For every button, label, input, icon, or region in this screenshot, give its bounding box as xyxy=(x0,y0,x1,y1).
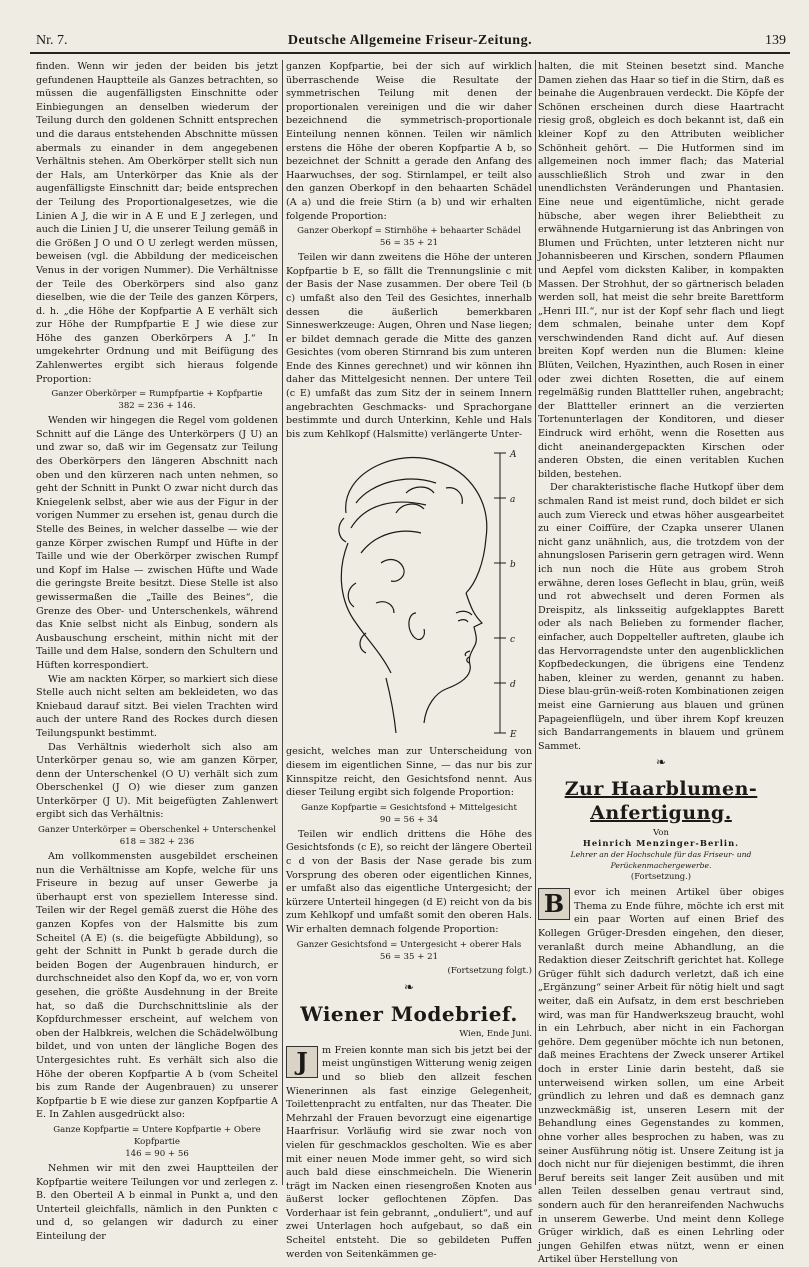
figure-label-a: a xyxy=(510,495,516,506)
proportion-formula: Ganzer Oberkörper = Rumpfpartie + Kopfpartie 382 = 236 + 146. xyxy=(51,389,263,412)
proportion-formula: Ganzer Oberkopf = Stirnhöhe + behaarter Schädel 56 = 35 + 21 xyxy=(297,226,521,249)
paragraph: Der charakteristische flache Hutkopf über dem schmalen Rand ist meist rund, doch bildet er sich auch zum Viereck und etwas höher ausgearbeitet zu einer Coiffüre, der Czapka unserer Ulanen nicht ganz unähnlich, aus, die trotzdem von der ahnungslosen Pariserin gern getragen wird. Wenn ich nun noch die Hüte aus grobem Stroh erwähne, deren loses Geflecht in blau, grün, weiß und rot abwechselt und deren Formen als Dreispitz, als linksseitig aufgeklapptes Barett oder als nach Belieben zu formender flacher, einfacher, auch Doppelteller auftreten, glaube ich das Hervorragendste unter den augenblicklichen Kopfbedeckungen, die übrigens eine Tendenz haben, kleiner zu werden, genannt zu haben. Diese blau-grün-weiß-roten Kombinationen zeigen meist eine Garnierung aus blauen und grünen Papageienflügeln, und über ihrem Kopf kreuzen sich Bandarrangements in blauem und grünem Sammet. xyxy=(538,482,784,752)
column-2 xyxy=(286,60,532,1260)
paragraph: halten, die mit Steinen besetzt sind. Manche Damen ziehen das Haar so tief in die Stirn, daß es beinahe die Augenbrauen verdeckt. Die Köpfe der Schönen erscheinen durch diese Haartracht riesig groß, obgleich es doch bekannt ist, daß ein kleiner Kopf zu den Attributen weiblicher Schönheit gehört. — Die Hutformen sind im allgemeinen noch immer flach; das Material ausschließlich Stroh und zwar in den unendlichsten Veränderungen und Phantasien. Eine neue und eigentümliche, nicht gerade hübsche, aber wegen ihrer Beliebtheit zu erwähnende Hutgarnierung ist das Anbringen von Blumen und Früchten, unter letzteren nicht nur Johannisbeeren und Kirschen, sondern Pflaumen und Aepfel vom dicksten Kaliber, in kompakten Massen. Der Strohhut, der so gärtnerisch beladen werden soll, hat meist die sehr breite Barettform „Henri III.“, nur ist der Kopf sehr flach und liegt dem schmalen, beinahe unter dem Kopf verschwindenden Rand dicht auf. Auf diesen breiten Kopf werden nun die Blumen: kleine Blüten, Veilchen, Hyazinthen, auch Rosen in einer oder zwei dichten Rosetten, die auf einem regelmäßig runden Blattteller ruhen, angebracht; der Blattteller erinnert an die verzierten Tortenunterlagen der Konditoren, und dieser Eindruck wird erhöht, wenn die Rosetten aus dicht aneinandergepackten Kirschen oder anderen Obsten, die einen veritablen Kuchen bilden, bestehen. xyxy=(538,61,784,480)
dateline: Wien, Ende Juni. xyxy=(459,1029,532,1040)
paragraph: B evor ich meinen Artikel über obiges Thema zu Ende führe, möchte ich erst mit ein paar Worten auf einen Brief des Kollegen Grüger-Dresden eingehen, den dieser, veranlaßt durch meine Abhandlung, an die Redaktion dieser Zeitschrift gerichtet hat. Kollege Grüger fühlt sich dadurch verletzt, daß ich eine „Ergänzung“ seiner Arbeit für nötig hielt und sagt weiter, daß ein Aufsatz, in dem erst beschrieben wird, was man für Handwerkszeug braucht, wohl in ein Lehrbuch, aber nicht in ein Fachorgan gehöre. Dem gegenüber möchte ich nun betonen, daß meines Erachtens der Zweck unserer Artikel doch in erster Linie darin besteht, daß sie unterweisend wirken sollen, um eine Arbeit gründlich zu lehren und daß es demnach ganz unzweckmäßig ist, unseren Lesern mit der Behandlung eines Gegenstandes zu kommen, ohne vorher alles besprochen zu haben, was zu seiner Ausführung nötig ist. Unsere Zeitung ist ja doch nicht nur für diejenigen bestimmt, die ihren Beruf bereits seit langer Zeit ausüben und mit allen Teilen desselben genau vertraut sind, sondern auch für den heranreifenden Nachwuchs in unserem Gewerbe. Und meint denn Kollege Grüger wirklich, daß es einen Lehrling oder jungen Gehilfen etwas nützt, wenn er einen Artikel über Herstellung von xyxy=(538,887,784,1266)
newspaper-title: Deutsche Allgemeine Friseur-Zeitung. xyxy=(287,33,533,48)
figure-label-A: A xyxy=(510,450,517,461)
page-number: 139 xyxy=(765,33,786,48)
figure-label-d: d xyxy=(510,680,516,691)
byline: Von Heinrich Menzinger-Berlin. Lehrer an der Hochschule für das Friseur- und Perückenmachergewerbe. (Fortsetzung.) xyxy=(570,827,752,882)
paragraph: Wie am nackten Körper, so markiert sich diese Stelle auch nicht selten am bekleideten, wo das Kniebaud darauf sitzt. Bei vielen Trachten wird auch der untere Rand des Rockes durch diesen Teilungspunkt bestimmt. xyxy=(36,673,278,739)
figure-label-b: b xyxy=(510,560,516,571)
drop-cap: J xyxy=(286,1046,318,1078)
proportion-formula: Ganze Kopfpartie = Gesichtsfond + Mittelgesicht 90 = 56 + 34 xyxy=(301,802,517,825)
column-1 xyxy=(36,60,278,1242)
drop-cap: B xyxy=(538,888,570,920)
paragraph: J m Freien konnte man sich bis jetzt bei der meist ungünstigen Witterung wenig zeigen und so blieb den allzeit feschen Wienerinnen als fast einzige Gelegenheit, Toilettenpracht zu entfalten, nur das Theater. Die Mehrzahl der Frauen bevorzugt eine eigenartige Haarfrisur. Vorläufig wird sie zwar noch von vielen für geschmacklos gescholten. Wie es aber mit einer neuen Mode immer geht, so wird sich auch bald diese einschmeicheln. Die Wienerin trägt im Nacken einen riesengroßen Knoten aus äußerst locker geflochtenen Zöpfen. Das Vorderhaar ist fein gebrannt, „onduliert“, und auf zwei Unterlagen hoch aufgebaut, so daß ein Scheitel entsteht. Die so gebildeten Puffen werden von Seitenkämmen ge- xyxy=(286,1044,532,1260)
paragraph: Nehmen wir mit den zwei Hauptteilen der Kopfpartie weitere Teilungen vor und zerlegen z. B. den Oberteil A b einmal in Punkt a, und den Unterteil gleichfalls, nämlich in den Punkten c und d, so gelangen wir dadurch zu einer Einteilung der xyxy=(36,1162,278,1242)
paragraph: Am vollkommensten ausgebildet erscheinen nun die Verhältnisse am Kopfe, welche für uns Friseure in bezug auf unser Gewerbe ja überhaupt erst von speziellem Interesse sind. Teilen wir der Regel gemäß zuerst die Höhe des ganzen Kopfes von der Halsmitte bis zum Scheitel (A E) (s. die beigefügte Abbildung), so geht der Schnitt in Punkt b gerade durch die beiden Bogen der Augenbrauen hindurch, er durchschneidet also den Kopf da, wo er, von vorn gesehen, die größte Ausdehnung in der Breite hat, so daß die Durchschnittslinie als der Kopfdurchmesser erscheint, auf welchem von oben der Halbkreis, welchen die Schädelwölbung bildet, und von unten der längliche Bogen des Untergesichtes ruht. Es verhält sich also die Höhe der oberen Kopfpartie A b (vom Scheitel bis zum Rande der Augenbrauen) zu unserer Kopfpartie b E wie diese zur ganzen Kopfpartie A E. In Zahlen ausgedrückt also: xyxy=(36,851,278,1121)
issue-number: Nr. 7. xyxy=(36,33,68,48)
proportion-formula: Ganzer Gesichtsfond = Untergesicht + oberer Hals 56 = 35 + 21 xyxy=(296,939,522,962)
column-rule-2 xyxy=(535,60,536,1185)
paragraph: gesicht, welches man zur Unterscheidung von diesem im eigentlichen Sinne, — das nur bis zur Kinnspitze reicht, den Gesichtsfond nennt. Aus dieser Teilung ergibt sich folgende Proportion: xyxy=(286,746,532,799)
head-profile-drawing xyxy=(286,443,532,743)
ornament-icon: ❧ xyxy=(655,755,667,770)
proportion-formula: Ganze Kopfpartie = Untere Kopfpartie + Obere Kopfpartie 146 = 90 + 56 xyxy=(53,1124,261,1159)
paragraph: ganzen Kopfpartie, bei der sich auf wirklich überraschende Weise die Resultate der symmetrischen Teilung mit denen der proportionalen vereinigen und die wir daher bezeichnend die symmetrisch-proportionale Einteilung nennen können. Teilen wir nämlich erstens die Höhe der oberen Kopfpartie A b, so bezeichnet der Schnitt a gerade den Anfang des Haarwuchses, der sog. Stirnlampel, er teilt also den ganzen Oberkopf in den behaarten Schädel (A a) und die freie Stirn (a b) und wir erhalten folgende Proportion: xyxy=(286,61,532,222)
page-header xyxy=(30,32,790,54)
column-3 xyxy=(538,60,784,1266)
paragraph: Teilen wir dann zweitens die Höhe der unteren Kopfpartie b E, so fällt die Trennungslinie c mit der Basis der Nase zusammen. Der obere Teil (b c) umfaßt also den Teil des Gesichtes, innerhalb dessen die äußerlich bemerkbaren Sinneswerkzeuge: Augen, Ohren und Nase liegen; er bildet demnach gerade die Mitte des ganzen Gesichtes (vom oberen Stirnrand bis zum unteren Ende des Kinnes gerechnet) und wir können ihn daher das Mittelgesicht nennen. Der untere Teil (c E) umfaßt das zum Sitz der in seinem Innern angebrachten Geschmacks- und Sprachorgane bestimmte und durch Unterkinn, Kehle und Hals bis zum Kehlkopf (Halsmitte) verlängerte Unter- xyxy=(286,252,532,440)
ornament-icon: ❧ xyxy=(403,980,415,995)
article-title-wiener-modebrief: Wiener Modebrief. xyxy=(300,1002,518,1027)
column-rule-1 xyxy=(282,60,283,1185)
continued-note: (Fortsetzung folgt.) xyxy=(447,965,532,976)
figure-label-E: E xyxy=(510,730,517,741)
paragraph: finden. Wenn wir jeden der beiden bis jetzt gefundenen Hauptteile als Ganzes betrachten, so müssen die augenfälligsten Einschnitte oder Einbiegungen an denselben wiederum der Teilung durch den goldenen Schnitt entsprechen und die daraus entstehenden Abschnitte müssen abermals zu einander in dem angegebenen Verhältnis stehen. Am Oberkörper stellt sich nun der Hals, am Unterkörper das Knie als der augenfälligste Einschnitt dar; beide entsprechen der Teilung des Proportionalgesetzes, wie die Linien A J, die wir in A E und E J zerlegen, und auch die Linien J U, die unserer Teilung gemäß in die Größen J O und O U zerlegt werden müssen, beweisen (vgl. die Abbildung der mediceischen Venus in der vorigen Nummer). Die Verhältnisse der Teile des Oberkörpers sind also ganz dieselben, wie die der Teile des ganzen Körpers, d. h. „die Höhe der Kopfpartie A E verhält sich zur Höhe der Rumpfpartie E J wie diese zur Höhe des ganzen Oberkörpers A J.“ In umgekehrter Ordnung und mit Beifügung des Zahlenwertes ergibt sich hieraus folgende Proportion: xyxy=(36,61,278,385)
figure-label-c: c xyxy=(510,635,516,646)
paragraph: Wenden wir hingegen die Regel vom goldenen Schnitt auf die Länge des Unterkörpers (J U) an und zwar so, daß wir im Gegensatz zur Teilung des Oberkörpers den längeren Abschnitt nach oben und den kürzeren nach unten nehmen, so geht der Schnitt in Punkt O zwar nicht durch das Kniegelenk selbst, aber wie aus der Figur in der vorigen Nummer zu ersehen ist, genau durch die Stelle des Beines, in welcher dasselbe — wie der ganze Körper zwischen Rumpf und Hüfte in der Taille und wie der Oberkörper zwischen Rumpf und Kopf im Halse — zwischen Hüfte und Wade die geringste Breite besitzt. Diese Stelle ist also gewissermaßen die „Taille des Beines“, die Grenze des Ober- und Unterschenkels, während das Knie selbst nicht als Einbug, sondern als Ausbauschung erscheint, mithin nicht mit der Taille und dem Halse, sondern den Schultern und Hüften korrespondiert. xyxy=(36,415,278,671)
proportion-formula: Ganzer Unterkörper = Oberschenkel + Unterschenkel 618 = 382 + 236 xyxy=(38,825,276,848)
paragraph: Das Verhältnis wiederholt sich also am Unterkörper genau so, wie am ganzen Körper, denn der Unterschenkel (O U) verhält sich zum Oberschenkel (J O) wie dieser zum ganzen Unterkörper (J U). Mit beigefügten Zahlenwert ergibt sich das Verhältnis: xyxy=(36,741,278,821)
head-profile-illustration xyxy=(286,443,532,743)
paragraph: Teilen wir endlich drittens die Höhe des Gesichtsfonds (c E), so reicht der längere Oberteil c d von der Basis der Nase gerade bis zum Vorsprung des oberen oder eigentlichen Kinnes, er umfaßt also das eigentliche Untergesicht; der kürzere Unterteil hingegen (d E) reicht von da bis zum Kehlkopf und umfaßt somit den oberen Hals. Wir erhalten demnach folgende Proportion: xyxy=(286,828,532,935)
article-title-haarblumen: Zur Haarblumen-Anfertigung. xyxy=(564,778,758,825)
